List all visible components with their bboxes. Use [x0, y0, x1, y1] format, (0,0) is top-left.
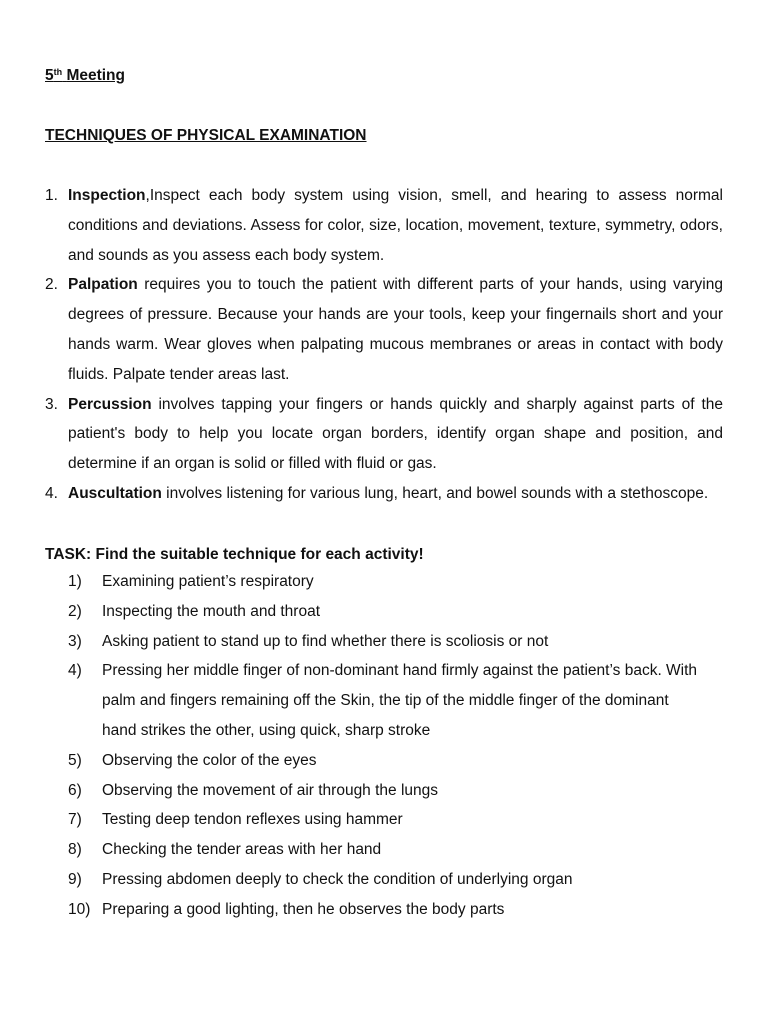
- meeting-number: 5: [45, 67, 54, 84]
- technique-number: 3.: [45, 395, 58, 413]
- activity-number: 4): [68, 662, 82, 680]
- activity-number: 2): [68, 602, 82, 620]
- activity-text: Observing the movement of air through the lungs: [102, 781, 439, 799]
- technique-number: 4.: [45, 484, 58, 502]
- activity-item: [45, 656, 723, 745]
- activity-text: Inspecting the mouth and throat: [102, 602, 321, 620]
- task-heading: TASK: Find the suitable technique for each activity!: [45, 546, 424, 563]
- technique-description: involves listening for various lung, heart, and bowel sounds with a stethoscope.: [161, 484, 709, 502]
- activity-item: [45, 865, 723, 895]
- meeting-word: Meeting: [66, 67, 125, 84]
- activity-text: Pressing her middle finger of non-dominant hand firmly against the patient’s back. With palm and fingers remaining off the Skin, the tip of the middle finger of the dominant hand strikes the other, using quick, sharp stroke: [102, 662, 698, 739]
- technique-name: Palpation: [68, 276, 138, 294]
- activity-number: 5): [68, 751, 82, 769]
- activity-text: Preparing a good lighting, then he observes the body parts: [102, 900, 505, 918]
- technique-number: 2.: [45, 276, 58, 294]
- activity-number: 10): [68, 900, 91, 918]
- technique-description: requires you to touch the patient with different parts of your hands, using varying degrees of pressure. Because your hands are your tools, keep your fingernails short and your hands warm. Wear gloves when palpating mucous membranes or areas in contact with body fluids. Palpate tender areas last.: [68, 276, 723, 383]
- activity-number: 9): [68, 870, 82, 888]
- activity-item: [45, 776, 723, 806]
- technique-name: Auscultation: [68, 484, 162, 502]
- activity-item: [45, 835, 723, 865]
- technique-item-auscultation: [45, 479, 723, 509]
- activity-number: 6): [68, 781, 82, 799]
- activity-number: 1): [68, 573, 82, 590]
- techniques-list: [45, 181, 723, 509]
- activity-item: [45, 567, 723, 597]
- technique-description: involves tapping your fingers or hands quickly and sharply against parts of the patient's body to help you locate organ borders, identify organ shape and position, and determine if an organ is solid or filled with fluid or gas.: [68, 395, 723, 473]
- activity-text: Observing the color of the eyes: [102, 751, 317, 769]
- technique-name: Percussion: [68, 395, 152, 413]
- technique-number: 1.: [45, 187, 58, 204]
- technique-name: Inspection: [68, 187, 146, 204]
- technique-item-palpation: [45, 270, 723, 389]
- activity-item: [45, 805, 723, 835]
- activity-item: [45, 627, 723, 657]
- activity-text: Pressing abdomen deeply to check the condition of underlying organ: [102, 870, 573, 888]
- activity-item: [45, 597, 723, 627]
- activity-item: [45, 895, 723, 925]
- activity-number: 8): [68, 841, 82, 859]
- activity-text: Checking the tender areas with her hand: [102, 841, 382, 859]
- document-title: TECHNIQUES OF PHYSICAL EXAMINATION: [45, 127, 367, 144]
- activities-list: [45, 567, 723, 925]
- activity-number: 7): [68, 811, 82, 829]
- activity-item: [45, 746, 723, 776]
- activity-number: 3): [68, 632, 82, 650]
- technique-item-percussion: [45, 390, 723, 479]
- activity-text: Asking patient to stand up to find whether there is scoliosis or not: [102, 632, 549, 650]
- meeting-heading: [45, 66, 125, 86]
- activity-text: Testing deep tendon reflexes using hammer: [102, 811, 403, 829]
- technique-description: ,Inspect each body system using vision, smell, and hearing to assess normal conditions and deviations. Assess for color, size, location, movement, texture, symmetry, odors, and sounds as you assess each body system.: [68, 187, 723, 264]
- technique-item-inspection: [45, 181, 723, 270]
- meeting-number-suffix: th: [53, 67, 63, 77]
- activity-text: Examining patient’s respiratory: [102, 573, 314, 590]
